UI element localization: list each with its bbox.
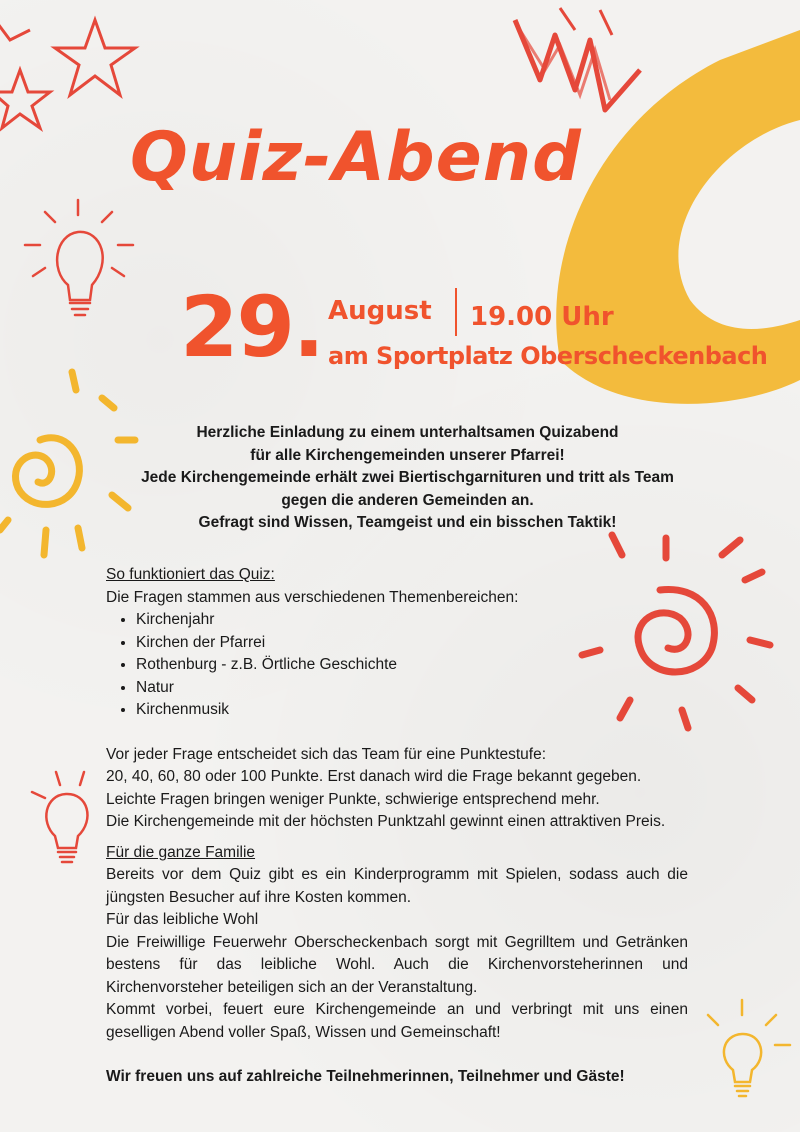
- rules-line: 20, 40, 60, 80 oder 100 Punkte. Erst danach wird die Frage bekannt gegeben.: [106, 768, 642, 785]
- call-to-action: Kommt vorbei, feuert eure Kirchengemeinde an und verbringt mit uns einen geselligen Abend voller Spaß, Wissen und Gemeinschaft!: [106, 1001, 688, 1041]
- intro-line: Jede Kirchengemeinde erhält zwei Biertischgarnituren und tritt als Team: [141, 469, 674, 486]
- event-location: am Sportplatz Oberscheckenbach: [328, 342, 768, 370]
- body-text: [106, 564, 688, 1089]
- lightbulb-icon: [25, 200, 133, 315]
- intro-block: [100, 422, 715, 535]
- how-heading: So funktioniert das Quiz:: [106, 566, 275, 583]
- event-time: 19.00 Uhr: [470, 302, 614, 332]
- lightbulb-icon: [708, 1000, 790, 1096]
- family-text: Bereits vor dem Quiz gibt es ein Kinderprogramm mit Spielen, sodass auch die jüngsten Besucher auf ihre Kosten kommen.: [106, 866, 688, 906]
- intro-line: für alle Kirchengemeinden unserer Pfarrei!: [250, 446, 565, 464]
- zigzag-scribble: [515, 20, 640, 110]
- event-month: August: [328, 296, 432, 326]
- family-heading: Für die ganze Familie: [106, 843, 256, 861]
- intro-line: Gefragt sind Wissen, Teamgeist und ein bisschen Taktik!: [198, 514, 617, 531]
- page-title: Quiz-Abend: [130, 118, 582, 197]
- list-item: • Kirchenmusik: [136, 699, 688, 722]
- list-item: • Kirchen der Pfarrei: [136, 632, 688, 655]
- intro-line: gegen die anderen Gemeinden an.: [281, 491, 534, 509]
- intro-line: Herzliche Einladung zu einem unterhaltsamen Quizabend: [196, 424, 619, 441]
- winner-text: Die Kirchengemeinde mit der höchsten Punktzahl gewinnt einen attraktiven Preis.: [106, 813, 666, 830]
- date-divider: [455, 288, 457, 336]
- topic-list: [106, 609, 688, 722]
- event-day: 29.: [180, 278, 323, 376]
- lightbulb-icon: [32, 772, 87, 862]
- list-item: • Kirchenjahr: [136, 609, 688, 632]
- how-lead: Die Fragen stammen aus verschiedenen Themenbereichen:: [106, 588, 519, 606]
- rules-line: Leichte Fragen bringen weniger Punkte, schwierige entsprechend mehr.: [106, 790, 600, 808]
- star-icon: [0, 20, 135, 128]
- list-item: • Rothenburg - z.B. Örtliche Geschichte: [136, 654, 688, 677]
- food-heading: Für das leibliche Wohl: [106, 911, 259, 928]
- food-text: Die Freiwillige Feuerwehr Oberscheckenbach sorgt mit Gegrilltem und Getränken bestens für das leibliche Wohl. Auch die Kirchenvorsteherinnen und Kirchenvorsteher beteiligen sich an der Veranstaltung.: [106, 933, 688, 996]
- list-item: • Natur: [136, 677, 688, 700]
- rules-line: Vor jeder Frage entscheidet sich das Team für eine Punktestufe:: [106, 745, 546, 763]
- closing-line: Wir freuen uns auf zahlreiche Teilnehmerinnen, Teilnehmer und Gäste!: [106, 1068, 625, 1085]
